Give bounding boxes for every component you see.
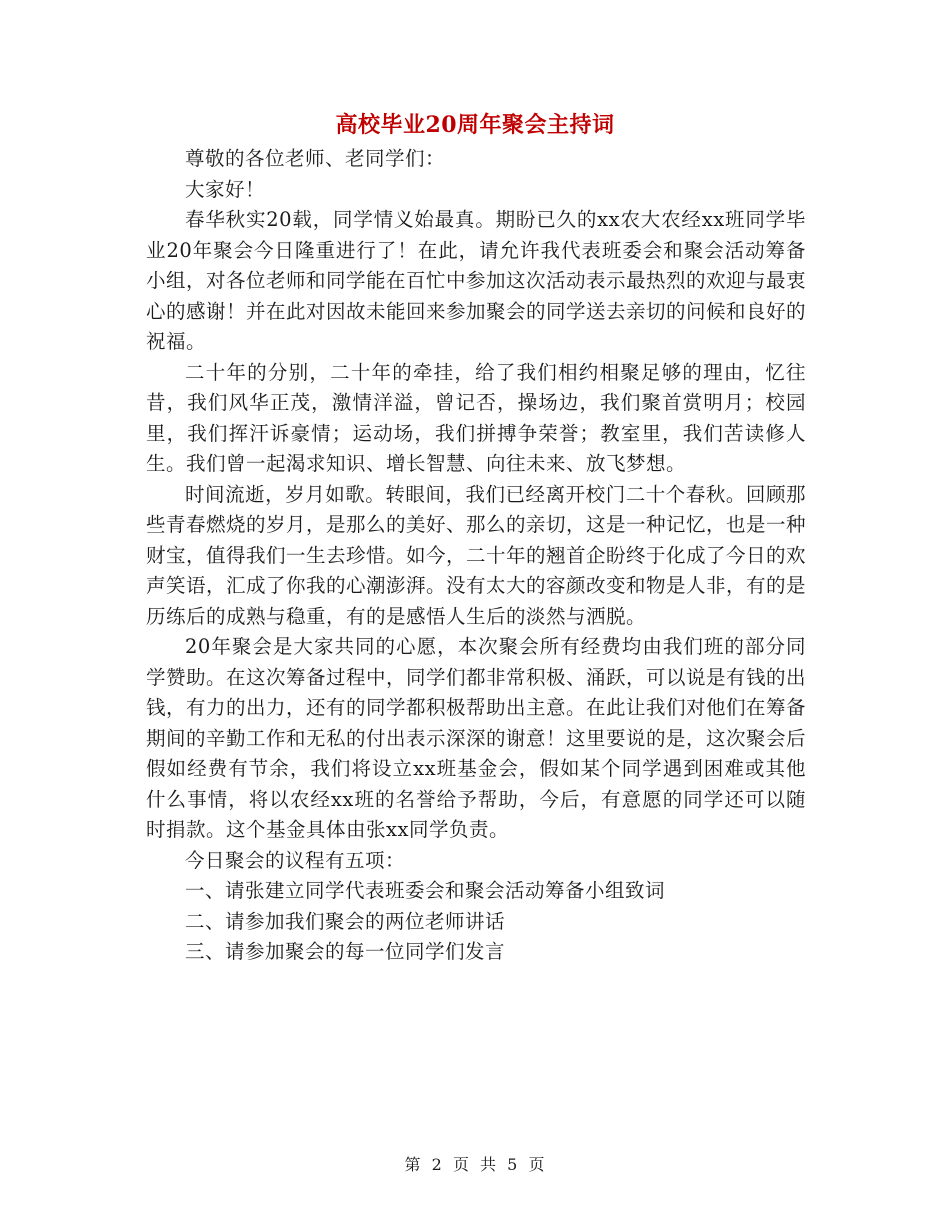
footer-page-word: 页 xyxy=(452,1155,470,1174)
body-paragraph: 二十年的分别，二十年的牵挂，给了我们相约相聚足够的理由，忆往昔，我们风华正茂，激情洋溢，曾记否，操场边，我们聚首赏明月；校园里，我们挥汗诉豪情；运动场，我们拼搏争荣誉；教室里，我们苦读修人生。我们曾一起渴求知识、增长智慧、向往未来、放飞梦想。 xyxy=(146,360,806,475)
page-footer xyxy=(0,1152,950,1175)
current-page-number: 2 xyxy=(431,1155,443,1174)
footer-prefix: 第 xyxy=(404,1155,422,1174)
document-title: 高校毕业20周年聚会主持词 xyxy=(335,112,615,138)
agenda-heading: 今日聚会的议程有五项： xyxy=(185,848,406,872)
footer-suffix: 页 xyxy=(528,1155,546,1174)
body-paragraph: 春华秋实20载，同学情义始最真。期盼已久的xx农大农经xx班同学毕业20年聚会今日隆重进行了！在此，请允许我代表班委会和聚会活动筹备小组，对各位老师和同学能在百忙中参加这次活动表示最热烈的欢迎与最衷心的感谢！并在此对因故未能回来参加聚会的同学送去亲切的问候和良好的祝福。 xyxy=(146,208,807,353)
total-page-count: 5 xyxy=(507,1155,519,1174)
hello-paragraph: 大家好！ xyxy=(185,177,266,201)
body-paragraph: 20年聚会是大家共同的心愿，本次聚会所有经费均由我们班的部分同学赞助。在这次筹备过程中，同学们都非常积极、涌跃，可以说是有钱的出钱，有力的出力，还有的同学都积极帮助出主意。在此让我们对他们在筹备期间的辛勤工作和无私的付出表示深深的谢意！这里要说的是，这次聚会后假如经费有节余，我们将设立xx班基金会，假如某个同学遇到困难或其他什么事情，将以农经xx班的名誉给予帮助，今后，有意愿的同学还可以随时捐款。这个基金具体由张xx同学负责。 xyxy=(146,635,807,841)
agenda-item: 二、请参加我们聚会的两位老师讲话 xyxy=(185,909,506,933)
greeting-paragraph: 尊敬的各位老师、老同学们： xyxy=(185,147,446,170)
body-paragraph: 时间流逝，岁月如歌。转眼间，我们已经离开校门二十个春秋。回顾那些青春燃烧的岁月，是那么的美好、那么的亲切，这是一种记忆，也是一种财宝，值得我们一生去珍惜。如今，二十年的翘首企盼终于化成了今日的欢声笑语，汇成了你我的心潮澎湃。没有太大的容颜改变和物是人非，有的是历练后的成熟与稳重，有的是感悟人生后的淡然与洒脱。 xyxy=(146,482,807,628)
document-body xyxy=(146,144,806,968)
footer-total-word: 共 xyxy=(480,1155,498,1174)
agenda-item: 三、请参加聚会的每一位同学们发言 xyxy=(185,940,506,963)
agenda-item: 一、请张建立同学代表班委会和聚会活动筹备小组致词 xyxy=(185,879,666,902)
